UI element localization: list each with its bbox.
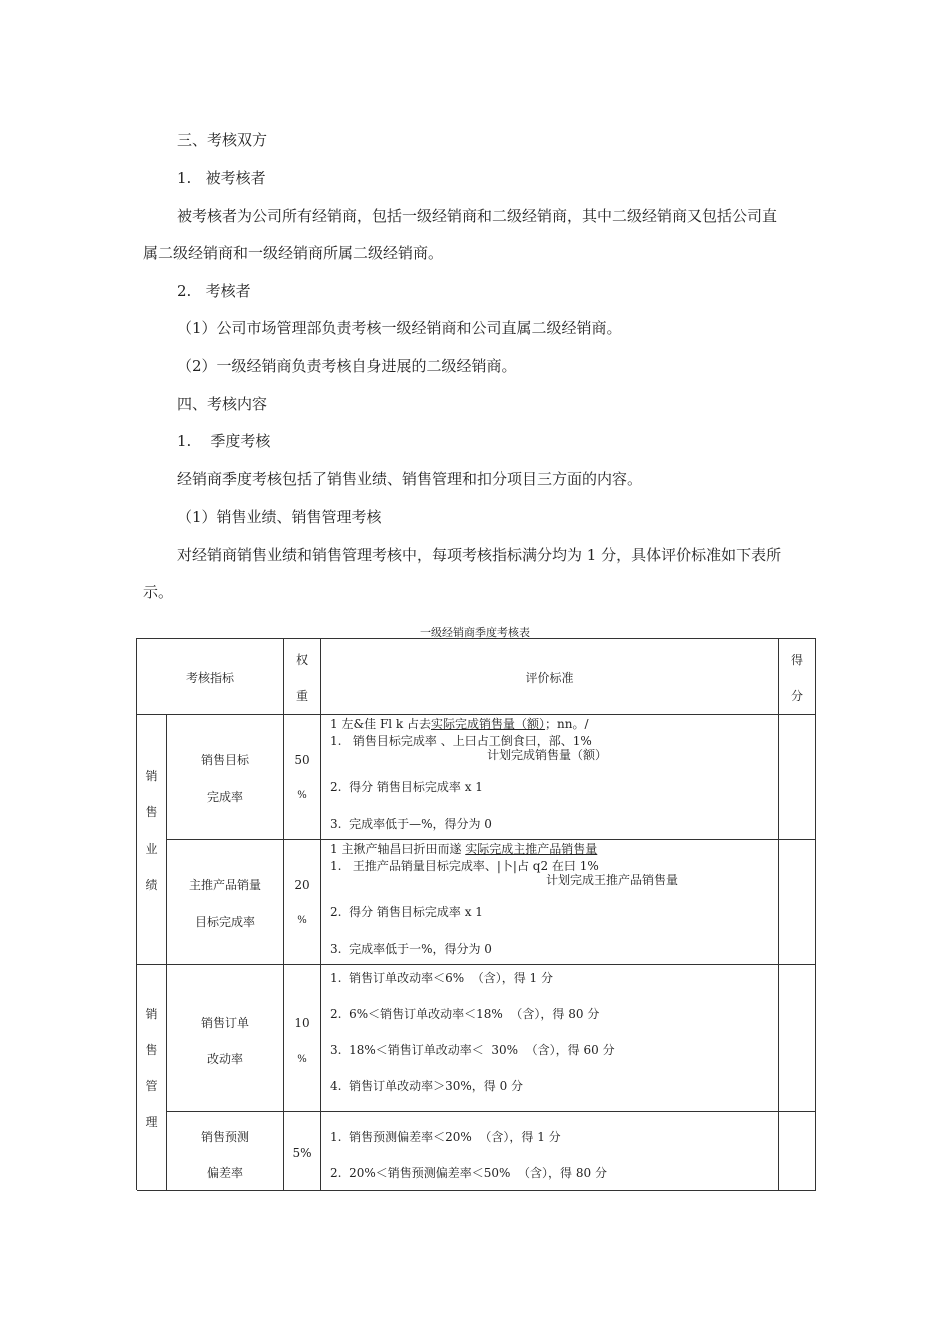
group-sales-performance	[137, 715, 167, 965]
header-criteria-cell	[321, 639, 779, 715]
row2-weight-1: 20	[294, 878, 310, 892]
row1-indicator-cell	[167, 715, 284, 840]
row3-weight-1: 10	[294, 1016, 310, 1030]
row3-line-4: 4. 销售订单改动率＞30%，得 0 分	[330, 1079, 524, 1093]
row1-criteria-cell	[321, 715, 779, 840]
row1-line-3: 计划完成销售量（额）	[487, 748, 608, 762]
row2-name-1: 主推产品销量	[188, 878, 261, 892]
item-heading-1: 1. 被考核者	[177, 169, 266, 187]
group1-char-1: 销	[145, 769, 158, 783]
paragraph-3-line-1: 对经销商销售业绩和销售管理考核中，每项考核指标满分均为 1 分，具体评价标准如下表所	[177, 546, 782, 564]
row1-line-2: 1. 销售目标完成率 、上曰占工倒食曰，部、1%	[330, 734, 592, 748]
header-weight-1: 权	[295, 653, 308, 667]
section-heading-3: 三、考核双方	[177, 131, 268, 149]
row2-line-1b: 实际完成主推产品销售量	[465, 842, 598, 856]
row1-line-1b: 实际完成销售量（额）	[431, 717, 546, 731]
row1-line-4: 2. 得分 销售目标完成率 x 1	[330, 780, 483, 794]
row1-weight-1: 50	[294, 753, 310, 767]
row4-score-cell	[779, 1112, 816, 1191]
row3-weight-cell	[284, 965, 321, 1112]
header-score-1: 得	[790, 653, 803, 667]
row1-line-1a: 1 左&佳 Fl k 占去	[330, 717, 432, 731]
row4-weight: 5%	[292, 1146, 312, 1160]
assessment-table	[136, 638, 816, 1190]
row4-line-1: 1. 销售预测偏差率＜20% （含），得 1 分	[330, 1130, 561, 1144]
row4-name-2: 偏差率	[206, 1166, 243, 1180]
row3-criteria-cell	[321, 965, 779, 1112]
row3-line-1: 1. 销售订单改动率＜6% （含），得 1 分	[330, 971, 554, 985]
table-caption: 一级经销商季度考核表	[420, 626, 530, 639]
row2-weight-2: %	[297, 915, 307, 926]
header-weight-2: 重	[295, 689, 308, 703]
row4-line-2: 2. 20%＜销售预测偏差率＜50% （含），得 80 分	[330, 1166, 607, 1180]
header-indicator: 考核指标	[185, 671, 234, 685]
group1-char-4: 绩	[145, 878, 158, 892]
paragraph-1-line-1: 被考核者为公司所有经销商，包括一级经销商和二级经销商，其中二级经销商又包括公司直	[177, 207, 778, 225]
header-indicator-cell	[137, 639, 284, 715]
header-criteria: 评价标准	[525, 671, 574, 685]
row3-name-1: 销售订单	[200, 1016, 249, 1030]
sub-heading-1: （1）销售业绩、销售管理考核	[177, 508, 382, 526]
row2-line-2: 1. 王推产品销量目标完成率、|卜|占 q2 在曰 1%	[330, 859, 599, 873]
group1-char-2: 售	[145, 805, 158, 819]
item-2-2: （2）一级经销商负责考核自身进展的二级经销商。	[177, 357, 517, 375]
row4-criteria-cell	[321, 1112, 779, 1191]
row3-indicator-cell	[167, 965, 284, 1112]
row4-name-1: 销售预测	[200, 1130, 249, 1144]
row1-line-5: 3. 完成率低于—%，得分为 0	[330, 817, 492, 831]
row3-line-3: 3. 18%＜销售订单改动率＜ 30% （含），得 60 分	[330, 1043, 615, 1057]
group1-char-3: 业	[145, 842, 158, 856]
row2-line-4: 2. 得分 销售目标完成率 x 1	[330, 905, 483, 919]
row2-name-2: 目标完成率	[194, 915, 255, 929]
item-heading-4-1: 1. 季度考核	[177, 432, 271, 450]
group2-char-2: 售	[145, 1043, 158, 1057]
row3-line-2: 2. 6%＜销售订单改动率＜18% （含），得 80 分	[330, 1007, 600, 1021]
item-heading-2: 2. 考核者	[177, 282, 251, 300]
header-score-cell	[779, 639, 816, 715]
paragraph-3-line-2: 示。	[143, 583, 174, 601]
header-score-2: 分	[790, 689, 803, 703]
group-sales-management	[137, 965, 167, 1191]
row2-criteria-cell	[321, 840, 779, 965]
row2-line-1a: 1 主揪产轴昌曰折田而遂	[330, 842, 466, 856]
row2-indicator-cell	[167, 840, 284, 965]
row1-name-2: 完成率	[206, 790, 243, 804]
item-2-1: （1）公司市场管理部负责考核一级经销商和公司直属二级经销商。	[177, 319, 622, 337]
group2-char-1: 销	[145, 1007, 158, 1021]
row3-name-2: 改动率	[206, 1052, 243, 1066]
row3-weight-2: %	[297, 1054, 307, 1065]
row4-indicator-cell	[167, 1112, 284, 1191]
group2-char-4: 理	[145, 1115, 158, 1129]
row4-weight-cell	[284, 1112, 321, 1191]
row3-score-cell	[779, 965, 816, 1112]
row1-line-1	[330, 717, 589, 731]
row1-score-cell	[779, 715, 816, 840]
row1-line-1c: ；nn。/	[545, 717, 589, 731]
section-heading-4: 四、考核内容	[177, 395, 268, 413]
group2-char-3: 管	[145, 1079, 158, 1093]
row2-line-1	[330, 842, 597, 856]
row1-name-1: 销售目标	[200, 753, 249, 767]
row1-weight-cell	[284, 715, 321, 840]
row1-weight-2: %	[297, 790, 307, 801]
header-weight-cell	[284, 639, 321, 715]
paragraph-2: 经销商季度考核包括了销售业绩、销售管理和扣分项目三方面的内容。	[177, 470, 643, 488]
row2-score-cell	[779, 840, 816, 965]
paragraph-1-line-2: 属二级经销商和一级经销商所属二级经销商。	[143, 244, 444, 262]
row2-line-3: 计划完成王推产品销售量	[546, 873, 679, 887]
row2-line-5: 3. 完成率低于一%，得分为 0	[330, 942, 492, 956]
row2-weight-cell	[284, 840, 321, 965]
